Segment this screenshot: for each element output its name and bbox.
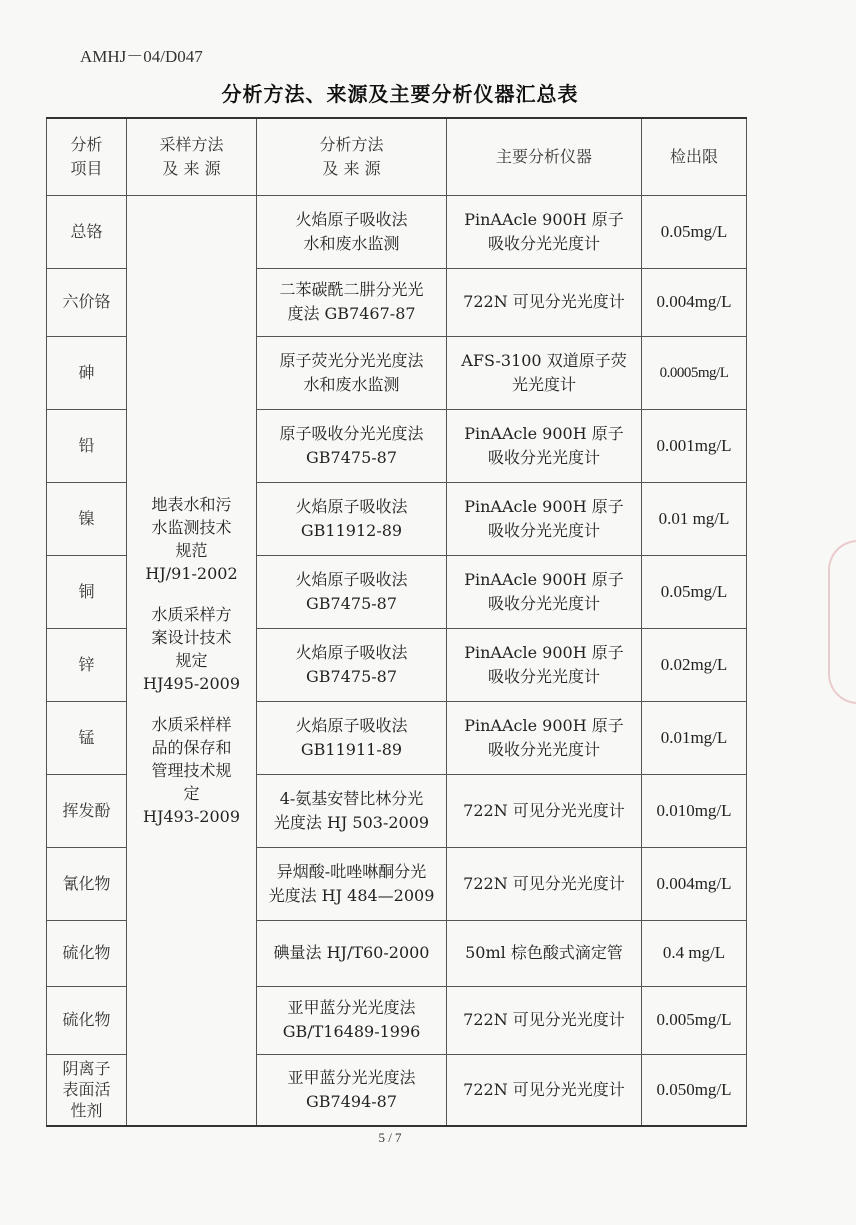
- cell-item: 氰化物: [47, 847, 127, 920]
- document-code: AMHJ－04/D047: [80, 47, 203, 66]
- cell-item: 六价铬: [47, 268, 127, 336]
- cell-limit: 0.001mg/L: [642, 409, 747, 482]
- cell-instrument: PinAAcle 900H 原子 吸收分光光度计: [447, 409, 642, 482]
- cell-method: 碘量法 HJ/T60-2000: [257, 920, 447, 986]
- cell-item: 硫化物: [47, 986, 127, 1054]
- sampling-source-3: 水质采样样 品的保存和 管理技术规 定 HJ493-2009: [142, 714, 241, 826]
- cell-item: 挥发酚: [47, 774, 127, 847]
- cell-instrument: PinAAcle 900H 原子 吸收分光光度计: [447, 628, 642, 701]
- cell-item: 锰: [47, 701, 127, 774]
- cell-instrument: 722N 可见分光光度计: [447, 986, 642, 1054]
- header-instrument: 主要分析仪器: [447, 118, 642, 195]
- cell-instrument: PinAAcle 900H 原子 吸收分光光度计: [447, 482, 642, 555]
- cell-instrument: 722N 可见分光光度计: [447, 1054, 642, 1126]
- document-title: 分析方法、来源及主要分析仪器汇总表: [221, 82, 579, 106]
- cell-method: 原子荧光分光光度法 水和废水监测: [257, 336, 447, 409]
- cell-method: 亚甲蓝分光光度法 GB/T16489-1996: [257, 986, 447, 1054]
- cell-limit: 0.004mg/L: [642, 847, 747, 920]
- cell-method: 原子吸收分光光度法 GB7475-87: [257, 409, 447, 482]
- header-method: 分析方法 及 来 源: [257, 118, 447, 195]
- table-header-row: [47, 118, 747, 195]
- cell-item: 硫化物: [47, 920, 127, 986]
- cell-method: 火焰原子吸收法 GB7475-87: [257, 555, 447, 628]
- seal-stamp-fragment: [828, 540, 856, 704]
- cell-method: 异烟酸-吡唑啉酮分光 光度法 HJ 484—2009: [257, 847, 447, 920]
- cell-method: 火焰原子吸收法 GB11912-89: [257, 482, 447, 555]
- summary-table: [46, 117, 747, 1127]
- cell-item: 铜: [47, 555, 127, 628]
- cell-limit: 0.0005mg/L: [642, 336, 747, 409]
- cell-sampling-sources: [127, 195, 257, 1126]
- cell-instrument: 50ml 棕色酸式滴定管: [447, 920, 642, 986]
- cell-limit: 0.005mg/L: [642, 986, 747, 1054]
- cell-instrument: 722N 可见分光光度计: [447, 847, 642, 920]
- cell-limit: 0.01 mg/L: [642, 482, 747, 555]
- cell-method: 火焰原子吸收法 GB7475-87: [257, 628, 447, 701]
- cell-instrument: PinAAcle 900H 原子 吸收分光光度计: [447, 195, 642, 268]
- cell-limit: 0.010mg/L: [642, 774, 747, 847]
- cell-instrument: PinAAcle 900H 原子 吸收分光光度计: [447, 555, 642, 628]
- cell-item: 锌: [47, 628, 127, 701]
- page-number: 5 / 7: [378, 1130, 402, 1145]
- cell-method: 火焰原子吸收法 GB11911-89: [257, 701, 447, 774]
- cell-limit: 0.02mg/L: [642, 628, 747, 701]
- cell-method: 4-氨基安替比林分光 光度法 HJ 503-2009: [257, 774, 447, 847]
- cell-method: 亚甲蓝分光光度法 GB7494-87: [257, 1054, 447, 1126]
- cell-limit: 0.01mg/L: [642, 701, 747, 774]
- cell-item: 镍: [47, 482, 127, 555]
- cell-item: 总铬: [47, 195, 127, 268]
- cell-item: 阴离子 表面活 性剂: [47, 1054, 127, 1126]
- cell-instrument: 722N 可见分光光度计: [447, 268, 642, 336]
- sampling-source-2: 水质采样方 案设计技术 规定 HJ495-2009: [142, 604, 241, 693]
- header-sampling: 采样方法 及 来 源: [127, 118, 257, 195]
- cell-limit: 0.004mg/L: [642, 268, 747, 336]
- sampling-source-1: 地表水和污 水监测技术 规范 HJ/91-2002: [145, 494, 238, 583]
- cell-limit: 0.050mg/L: [642, 1054, 747, 1126]
- cell-instrument: AFS-3100 双道原子荧 光光度计: [447, 336, 642, 409]
- cell-item: 砷: [47, 336, 127, 409]
- cell-item: 铅: [47, 409, 127, 482]
- cell-method: 火焰原子吸收法 水和废水监测: [257, 195, 447, 268]
- cell-method: 二苯碳酰二肼分光光 度法 GB7467-87: [257, 268, 447, 336]
- header-limit: 检出限: [642, 118, 747, 195]
- cell-limit: 0.05mg/L: [642, 555, 747, 628]
- cell-instrument: PinAAcle 900H 原子 吸收分光光度计: [447, 701, 642, 774]
- table-row: [47, 195, 747, 268]
- header-item: 分析 项目: [47, 118, 127, 195]
- cell-limit: 0.05mg/L: [642, 195, 747, 268]
- cell-limit: 0.4 mg/L: [642, 920, 747, 986]
- cell-instrument: 722N 可见分光光度计: [447, 774, 642, 847]
